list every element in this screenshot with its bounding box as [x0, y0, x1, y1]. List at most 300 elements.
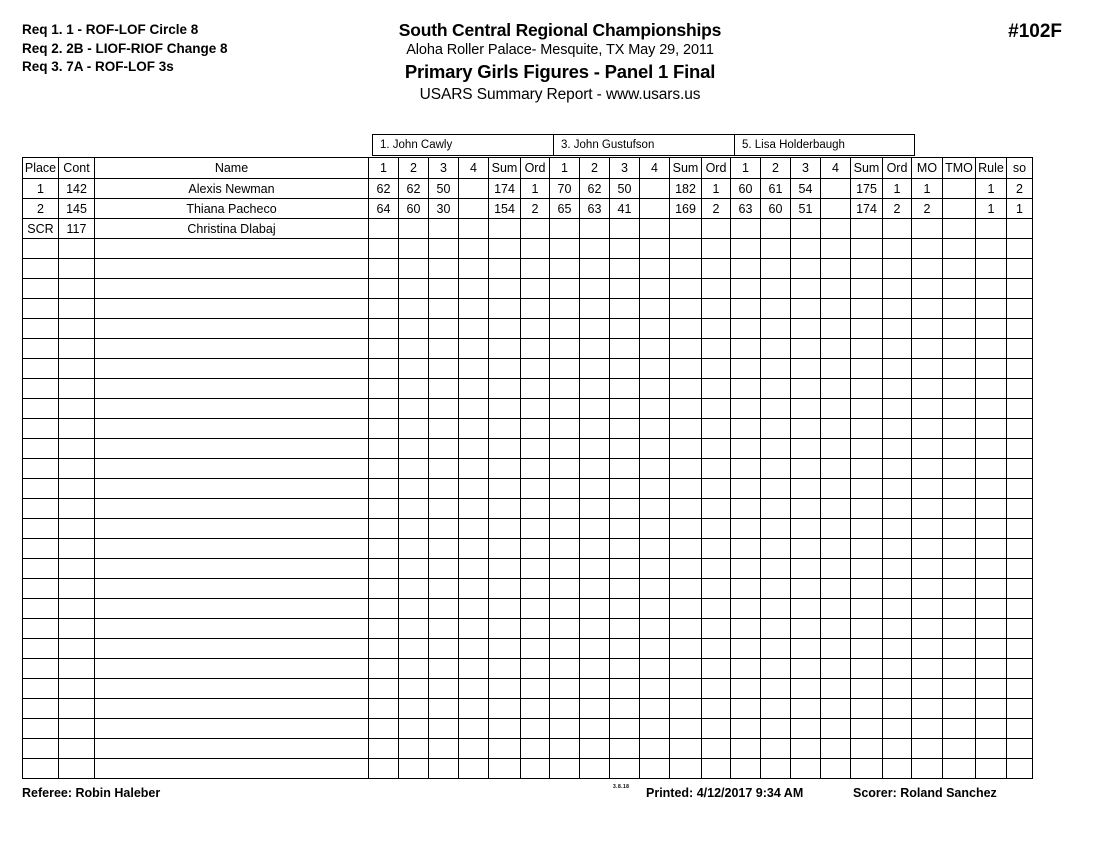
cell-mo: [912, 639, 943, 659]
cell-j2-ord: [702, 439, 731, 459]
cell-j2-sum: [670, 559, 702, 579]
column-header-j2-fig3: 3: [610, 158, 640, 179]
cell-so: [1007, 679, 1033, 699]
column-header-j3-fig2: 2: [761, 158, 791, 179]
cell-j1-sum: [489, 239, 521, 259]
cell-mo: [912, 319, 943, 339]
cell-j3-fig2: [761, 739, 791, 759]
cell-j1-fig2: [399, 499, 429, 519]
score-table: [22, 157, 1033, 779]
cell-j1-fig3: [429, 659, 459, 679]
cell-j3-fig1: [731, 299, 761, 319]
cell-j2-fig1: [550, 579, 580, 599]
cell-name: [95, 699, 369, 719]
cell-j1-sum: [489, 739, 521, 759]
cell-j2-fig3: [610, 319, 640, 339]
cell-tmo: [943, 319, 976, 339]
cell-j3-fig3: [791, 539, 821, 559]
cell-j2-fig4: [640, 399, 670, 419]
cell-j2-fig3: [610, 459, 640, 479]
cell-j1-fig2: [399, 219, 429, 239]
cell-j3-fig3: [791, 599, 821, 619]
cell-j1-fig1: [369, 679, 399, 699]
cell-j2-fig4: [640, 419, 670, 439]
cell-j1-fig1: [369, 299, 399, 319]
cell-j1-sum: [489, 499, 521, 519]
column-header-j3-fig4: 4: [821, 158, 851, 179]
cell-name: [95, 519, 369, 539]
cell-so: [1007, 519, 1033, 539]
cell-j2-sum: [670, 399, 702, 419]
cell-place: [23, 519, 59, 539]
cell-j1-sum: [489, 459, 521, 479]
cell-j3-fig4: [821, 319, 851, 339]
cell-j1-fig2: [399, 299, 429, 319]
cell-j3-sum: [851, 599, 883, 619]
cell-j1-ord: 2: [521, 199, 550, 219]
cell-j2-fig3: [610, 519, 640, 539]
column-header-cont: Cont: [59, 158, 95, 179]
cell-j3-fig2: [761, 519, 791, 539]
cell-j3-fig1: [731, 439, 761, 459]
cell-so: [1007, 439, 1033, 459]
cell-place: 2: [23, 199, 59, 219]
cell-cont: [59, 399, 95, 419]
cell-tmo: [943, 519, 976, 539]
cell-cont: [59, 559, 95, 579]
cell-j3-fig4: [821, 359, 851, 379]
cell-j1-fig4: [459, 399, 489, 419]
table-blank-row: [23, 539, 1033, 559]
cell-j1-ord: [521, 739, 550, 759]
cell-place: [23, 719, 59, 739]
cell-j2-fig4: [640, 299, 670, 319]
cell-j1-sum: [489, 259, 521, 279]
cell-j1-fig3: [429, 679, 459, 699]
cell-j2-fig1: [550, 679, 580, 699]
cell-j1-fig2: [399, 699, 429, 719]
cell-j2-fig1: [550, 719, 580, 739]
cell-j1-fig2: 60: [399, 199, 429, 219]
cell-j1-fig2: [399, 399, 429, 419]
cell-j1-fig3: [429, 699, 459, 719]
cell-cont: [59, 299, 95, 319]
cell-j2-fig1: [550, 359, 580, 379]
cell-j3-fig4: [821, 679, 851, 699]
cell-place: [23, 539, 59, 559]
cell-cont: [59, 459, 95, 479]
cell-j2-sum: [670, 719, 702, 739]
column-header-so: so: [1007, 158, 1033, 179]
cell-j3-sum: [851, 479, 883, 499]
cell-j3-fig1: [731, 619, 761, 639]
cell-j2-fig4: [640, 639, 670, 659]
cell-name: [95, 319, 369, 339]
cell-j3-fig3: [791, 479, 821, 499]
cell-j1-fig2: [399, 479, 429, 499]
cell-j2-ord: [702, 699, 731, 719]
cell-name: [95, 459, 369, 479]
cell-j2-fig3: [610, 399, 640, 419]
cell-j2-sum: [670, 439, 702, 459]
cell-j1-fig1: 62: [369, 179, 399, 199]
cell-j2-fig3: [610, 339, 640, 359]
cell-cont: [59, 639, 95, 659]
cell-tmo: [943, 739, 976, 759]
cell-j1-fig2: [399, 519, 429, 539]
cell-j2-fig3: [610, 439, 640, 459]
cell-name: [95, 379, 369, 399]
cell-j2-fig4: [640, 239, 670, 259]
cell-j3-fig3: [791, 559, 821, 579]
cell-j1-fig2: [399, 439, 429, 459]
cell-j2-sum: [670, 699, 702, 719]
cell-j3-fig2: [761, 679, 791, 699]
cell-j3-ord: [883, 399, 912, 419]
cell-j1-fig1: [369, 379, 399, 399]
cell-j1-sum: [489, 299, 521, 319]
table-blank-row: [23, 719, 1033, 739]
cell-j2-fig2: [580, 719, 610, 739]
cell-j3-sum: [851, 579, 883, 599]
cell-j1-fig4: [459, 759, 489, 779]
cell-j3-fig2: [761, 219, 791, 239]
cell-j3-fig1: [731, 499, 761, 519]
cell-j3-fig1: [731, 239, 761, 259]
cell-j3-fig1: [731, 359, 761, 379]
cell-j2-ord: [702, 679, 731, 699]
cell-j2-sum: [670, 679, 702, 699]
cell-j2-fig1: [550, 519, 580, 539]
cell-j2-ord: [702, 479, 731, 499]
cell-j2-ord: [702, 739, 731, 759]
cell-j1-sum: [489, 519, 521, 539]
cell-tmo: [943, 499, 976, 519]
cell-j1-fig4: [459, 719, 489, 739]
cell-j1-fig1: [369, 719, 399, 739]
cell-so: [1007, 619, 1033, 639]
cell-place: [23, 479, 59, 499]
cell-mo: [912, 359, 943, 379]
cell-name: [95, 539, 369, 559]
cell-rule: [976, 619, 1007, 639]
cell-j1-sum: [489, 579, 521, 599]
cell-place: [23, 419, 59, 439]
cell-mo: [912, 239, 943, 259]
cell-j2-fig3: [610, 479, 640, 499]
cell-cont: [59, 319, 95, 339]
cell-j3-ord: [883, 519, 912, 539]
cell-j1-fig4: [459, 619, 489, 639]
cell-j1-fig4: [459, 319, 489, 339]
cell-j1-fig3: [429, 419, 459, 439]
cell-j3-fig4: [821, 739, 851, 759]
column-header-place: Place: [23, 158, 59, 179]
cell-j2-fig2: [580, 599, 610, 619]
cell-j1-fig3: [429, 239, 459, 259]
cell-j3-fig4: [821, 219, 851, 239]
cell-j2-ord: [702, 419, 731, 439]
cell-j1-fig3: [429, 499, 459, 519]
table-blank-row: [23, 399, 1033, 419]
cell-j1-sum: [489, 559, 521, 579]
cell-tmo: [943, 199, 976, 219]
judge-1-name: 1. John Cawly: [372, 134, 553, 156]
cell-place: [23, 299, 59, 319]
cell-j2-fig4: [640, 539, 670, 559]
cell-j3-fig2: [761, 579, 791, 599]
cell-rule: [976, 519, 1007, 539]
cell-j3-fig3: [791, 239, 821, 259]
cell-j1-ord: [521, 259, 550, 279]
cell-tmo: [943, 539, 976, 559]
cell-j3-fig4: [821, 239, 851, 259]
cell-rule: [976, 759, 1007, 779]
cell-j1-fig3: [429, 599, 459, 619]
cell-j1-ord: [521, 659, 550, 679]
cell-cont: [59, 599, 95, 619]
cell-j1-fig2: [399, 279, 429, 299]
requirement-line-1: Req 1. 1 - ROF-LOF Circle 8: [22, 22, 199, 37]
cell-j3-ord: [883, 639, 912, 659]
cell-j2-fig2: [580, 419, 610, 439]
cell-j1-fig1: [369, 759, 399, 779]
cell-cont: [59, 519, 95, 539]
cell-j1-ord: [521, 379, 550, 399]
cell-tmo: [943, 379, 976, 399]
table-blank-row: [23, 759, 1033, 779]
cell-j2-fig2: [580, 259, 610, 279]
cell-tmo: [943, 359, 976, 379]
cell-j3-fig2: 60: [761, 199, 791, 219]
cell-j2-ord: [702, 639, 731, 659]
cell-j3-ord: [883, 559, 912, 579]
cell-j1-fig3: [429, 339, 459, 359]
cell-j1-fig4: [459, 559, 489, 579]
cell-cont: [59, 579, 95, 599]
cell-j1-fig3: [429, 719, 459, 739]
cell-place: [23, 739, 59, 759]
cell-name: [95, 739, 369, 759]
cell-j1-fig2: [399, 419, 429, 439]
cell-j2-fig3: [610, 279, 640, 299]
cell-j3-fig1: 60: [731, 179, 761, 199]
cell-j3-ord: [883, 619, 912, 639]
table-blank-row: [23, 579, 1033, 599]
cell-so: [1007, 659, 1033, 679]
cell-j1-fig3: [429, 399, 459, 419]
cell-j3-fig4: [821, 499, 851, 519]
cell-name: [95, 619, 369, 639]
cell-place: [23, 439, 59, 459]
cell-j2-fig4: [640, 739, 670, 759]
cell-j3-fig4: [821, 479, 851, 499]
event-number: #102F: [1008, 21, 1062, 42]
cell-j2-fig4: [640, 219, 670, 239]
cell-j3-fig2: [761, 599, 791, 619]
column-header-j3-ord: Ord: [883, 158, 912, 179]
cell-j1-fig4: [459, 439, 489, 459]
cell-j3-ord: [883, 659, 912, 679]
cell-j3-ord: [883, 719, 912, 739]
cell-name: [95, 279, 369, 299]
cell-j3-fig1: 63: [731, 199, 761, 219]
cell-so: [1007, 319, 1033, 339]
cell-j2-sum: [670, 379, 702, 399]
cell-j1-fig1: [369, 599, 399, 619]
cell-j1-fig1: [369, 279, 399, 299]
cell-j3-fig2: [761, 459, 791, 479]
cell-j1-ord: [521, 579, 550, 599]
cell-cont: 117: [59, 219, 95, 239]
cell-j1-sum: [489, 219, 521, 239]
cell-j3-fig2: [761, 479, 791, 499]
table-blank-row: [23, 279, 1033, 299]
cell-j3-sum: [851, 259, 883, 279]
cell-j3-fig4: [821, 559, 851, 579]
cell-j3-fig1: [731, 659, 761, 679]
cell-j1-fig2: [399, 579, 429, 599]
cell-so: [1007, 539, 1033, 559]
scorer-label: Scorer: Roland Sanchez: [853, 786, 997, 800]
cell-j3-sum: [851, 679, 883, 699]
cell-j3-ord: 1: [883, 179, 912, 199]
cell-j1-fig3: [429, 359, 459, 379]
column-header-j1-ord: Ord: [521, 158, 550, 179]
cell-j3-sum: [851, 379, 883, 399]
cell-j3-fig4: [821, 639, 851, 659]
cell-tmo: [943, 679, 976, 699]
table-header-row: [23, 158, 1033, 179]
cell-rule: [976, 219, 1007, 239]
cell-j2-fig4: [640, 679, 670, 699]
cell-j1-fig4: [459, 199, 489, 219]
cell-j3-fig3: [791, 279, 821, 299]
cell-j2-fig4: [640, 479, 670, 499]
cell-j1-fig1: [369, 419, 399, 439]
cell-j3-ord: [883, 279, 912, 299]
cell-j1-fig3: 50: [429, 179, 459, 199]
cell-place: [23, 279, 59, 299]
cell-j2-fig2: [580, 499, 610, 519]
cell-j1-fig3: [429, 579, 459, 599]
cell-j3-fig3: [791, 699, 821, 719]
cell-j2-ord: [702, 379, 731, 399]
column-header-j3-sum: Sum: [851, 158, 883, 179]
cell-j3-sum: [851, 639, 883, 659]
cell-j1-sum: [489, 479, 521, 499]
cell-so: [1007, 299, 1033, 319]
cell-j2-sum: [670, 539, 702, 559]
cell-tmo: [943, 759, 976, 779]
cell-cont: [59, 719, 95, 739]
cell-j3-fig3: [791, 359, 821, 379]
cell-j1-fig4: [459, 279, 489, 299]
cell-j2-fig3: [610, 639, 640, 659]
column-header-j2-ord: Ord: [702, 158, 731, 179]
cell-so: [1007, 739, 1033, 759]
cell-j3-fig4: [821, 339, 851, 359]
cell-cont: [59, 419, 95, 439]
cell-j2-fig1: [550, 319, 580, 339]
cell-j1-fig2: [399, 659, 429, 679]
cell-j1-fig2: [399, 379, 429, 399]
cell-place: [23, 339, 59, 359]
cell-j1-ord: [521, 239, 550, 259]
cell-j3-fig4: [821, 659, 851, 679]
cell-j1-fig1: [369, 219, 399, 239]
cell-j1-fig3: [429, 299, 459, 319]
cell-place: [23, 579, 59, 599]
cell-j2-fig3: [610, 679, 640, 699]
cell-j3-fig4: [821, 599, 851, 619]
cell-j1-fig2: [399, 599, 429, 619]
column-header-tmo: TMO: [943, 158, 976, 179]
cell-j1-fig3: [429, 219, 459, 239]
cell-j1-ord: [521, 719, 550, 739]
cell-j2-fig4: [640, 499, 670, 519]
cell-j3-fig3: [791, 219, 821, 239]
cell-rule: [976, 319, 1007, 339]
cell-j2-fig2: [580, 619, 610, 639]
table-blank-row: [23, 619, 1033, 639]
cell-j3-ord: [883, 759, 912, 779]
cell-j1-fig2: [399, 359, 429, 379]
cell-j3-sum: [851, 519, 883, 539]
cell-j1-fig2: [399, 259, 429, 279]
table-blank-row: [23, 559, 1033, 579]
cell-j2-sum: [670, 219, 702, 239]
cell-j3-fig4: [821, 719, 851, 739]
cell-cont: [59, 479, 95, 499]
cell-j1-sum: [489, 359, 521, 379]
cell-j3-fig1: [731, 539, 761, 559]
cell-j2-fig4: [640, 599, 670, 619]
cell-tmo: [943, 459, 976, 479]
cell-j2-fig2: [580, 239, 610, 259]
requirement-line-2: Req 2. 2B - LIOF-RIOF Change 8: [22, 40, 228, 56]
cell-j2-fig3: [610, 579, 640, 599]
cell-place: [23, 559, 59, 579]
cell-rule: [976, 299, 1007, 319]
cell-place: [23, 239, 59, 259]
cell-j2-fig2: [580, 439, 610, 459]
cell-j1-fig1: [369, 399, 399, 419]
cell-rule: [976, 679, 1007, 699]
cell-j2-ord: [702, 399, 731, 419]
cell-name: [95, 719, 369, 739]
column-header-j1-sum: Sum: [489, 158, 521, 179]
cell-name: Alexis Newman: [95, 179, 369, 199]
cell-place: [23, 399, 59, 419]
cell-j2-fig1: [550, 279, 580, 299]
cell-j2-fig1: [550, 439, 580, 459]
cell-j2-fig2: [580, 319, 610, 339]
cell-j1-fig3: [429, 559, 459, 579]
cell-j3-fig1: [731, 379, 761, 399]
requirements-block: [22, 21, 228, 77]
cell-tmo: [943, 719, 976, 739]
cell-mo: [912, 379, 943, 399]
cell-j2-fig4: [640, 719, 670, 739]
cell-j3-ord: [883, 359, 912, 379]
cell-name: [95, 559, 369, 579]
cell-j2-sum: [670, 579, 702, 599]
cell-cont: [59, 379, 95, 399]
cell-mo: [912, 279, 943, 299]
cell-mo: [912, 419, 943, 439]
cell-j1-fig3: [429, 259, 459, 279]
